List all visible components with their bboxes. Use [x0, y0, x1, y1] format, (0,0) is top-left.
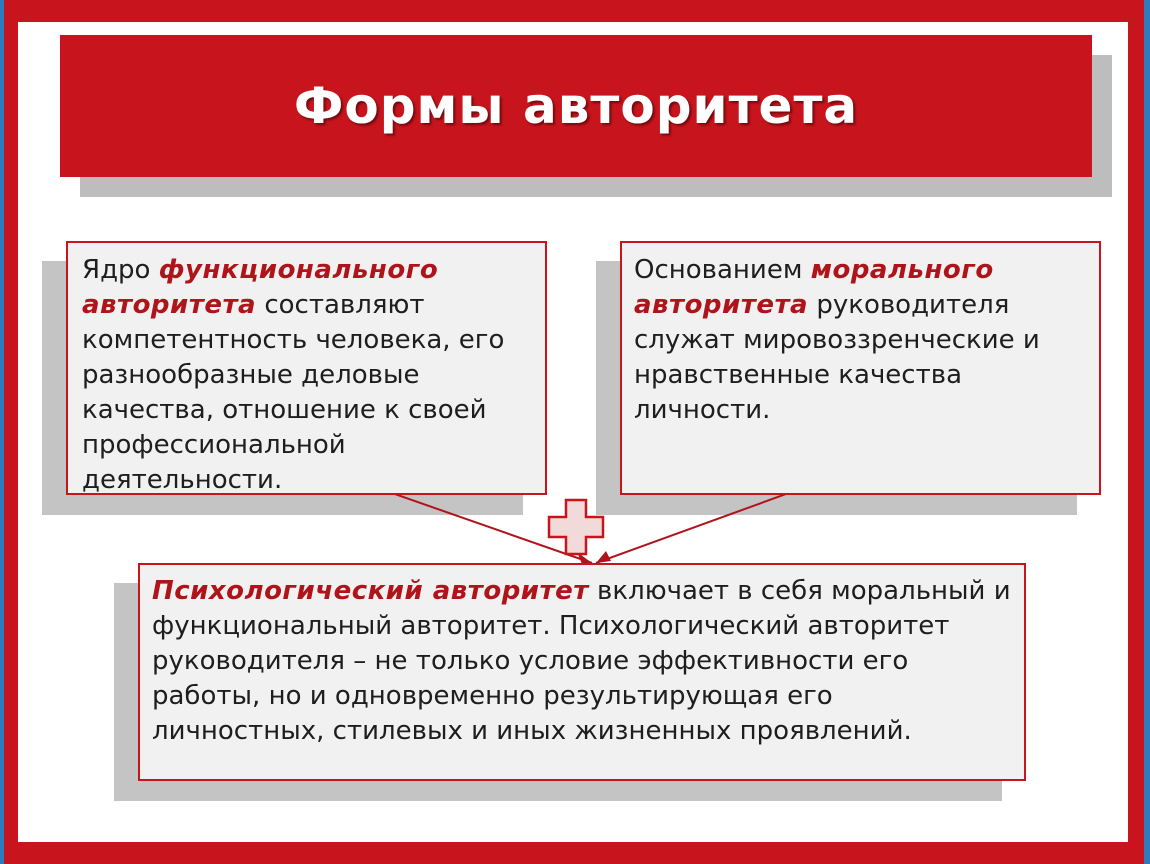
psychological-authority-box [138, 563, 1026, 781]
frame-top [0, 0, 1150, 22]
moral-highlight: морального авторитета [634, 255, 994, 320]
functional-text: составляют компетентность человека, его разнообразные деловые качества, отношение к своей профессиональной деятельности. [82, 290, 505, 495]
plus-cross-icon [549, 500, 603, 554]
page-title: Формы авторитета [293, 77, 859, 135]
moral-prefix: Основанием [634, 255, 811, 285]
frame-bottom [0, 842, 1150, 864]
psychological-highlight: Психологический авторитет [152, 576, 589, 606]
title-banner [60, 35, 1092, 177]
functional-authority-box [66, 241, 547, 495]
psychological-text: включает в себя моральный и функциональный авторитет. Психологический авторитет руководителя – не только условие эффективности его работы, но и одновременно результирующая его личностных, стилевых и иных жизненных проявлений. [152, 576, 1011, 746]
functional-highlight: функционального авторитета [82, 255, 439, 320]
moral-text: руководителя служат мировоззренческие и нравственные качества личности. [634, 290, 1040, 425]
moral-authority-box [620, 241, 1101, 495]
frame-right [1128, 0, 1150, 864]
functional-prefix: Ядро [82, 255, 159, 285]
frame-left [0, 0, 18, 864]
